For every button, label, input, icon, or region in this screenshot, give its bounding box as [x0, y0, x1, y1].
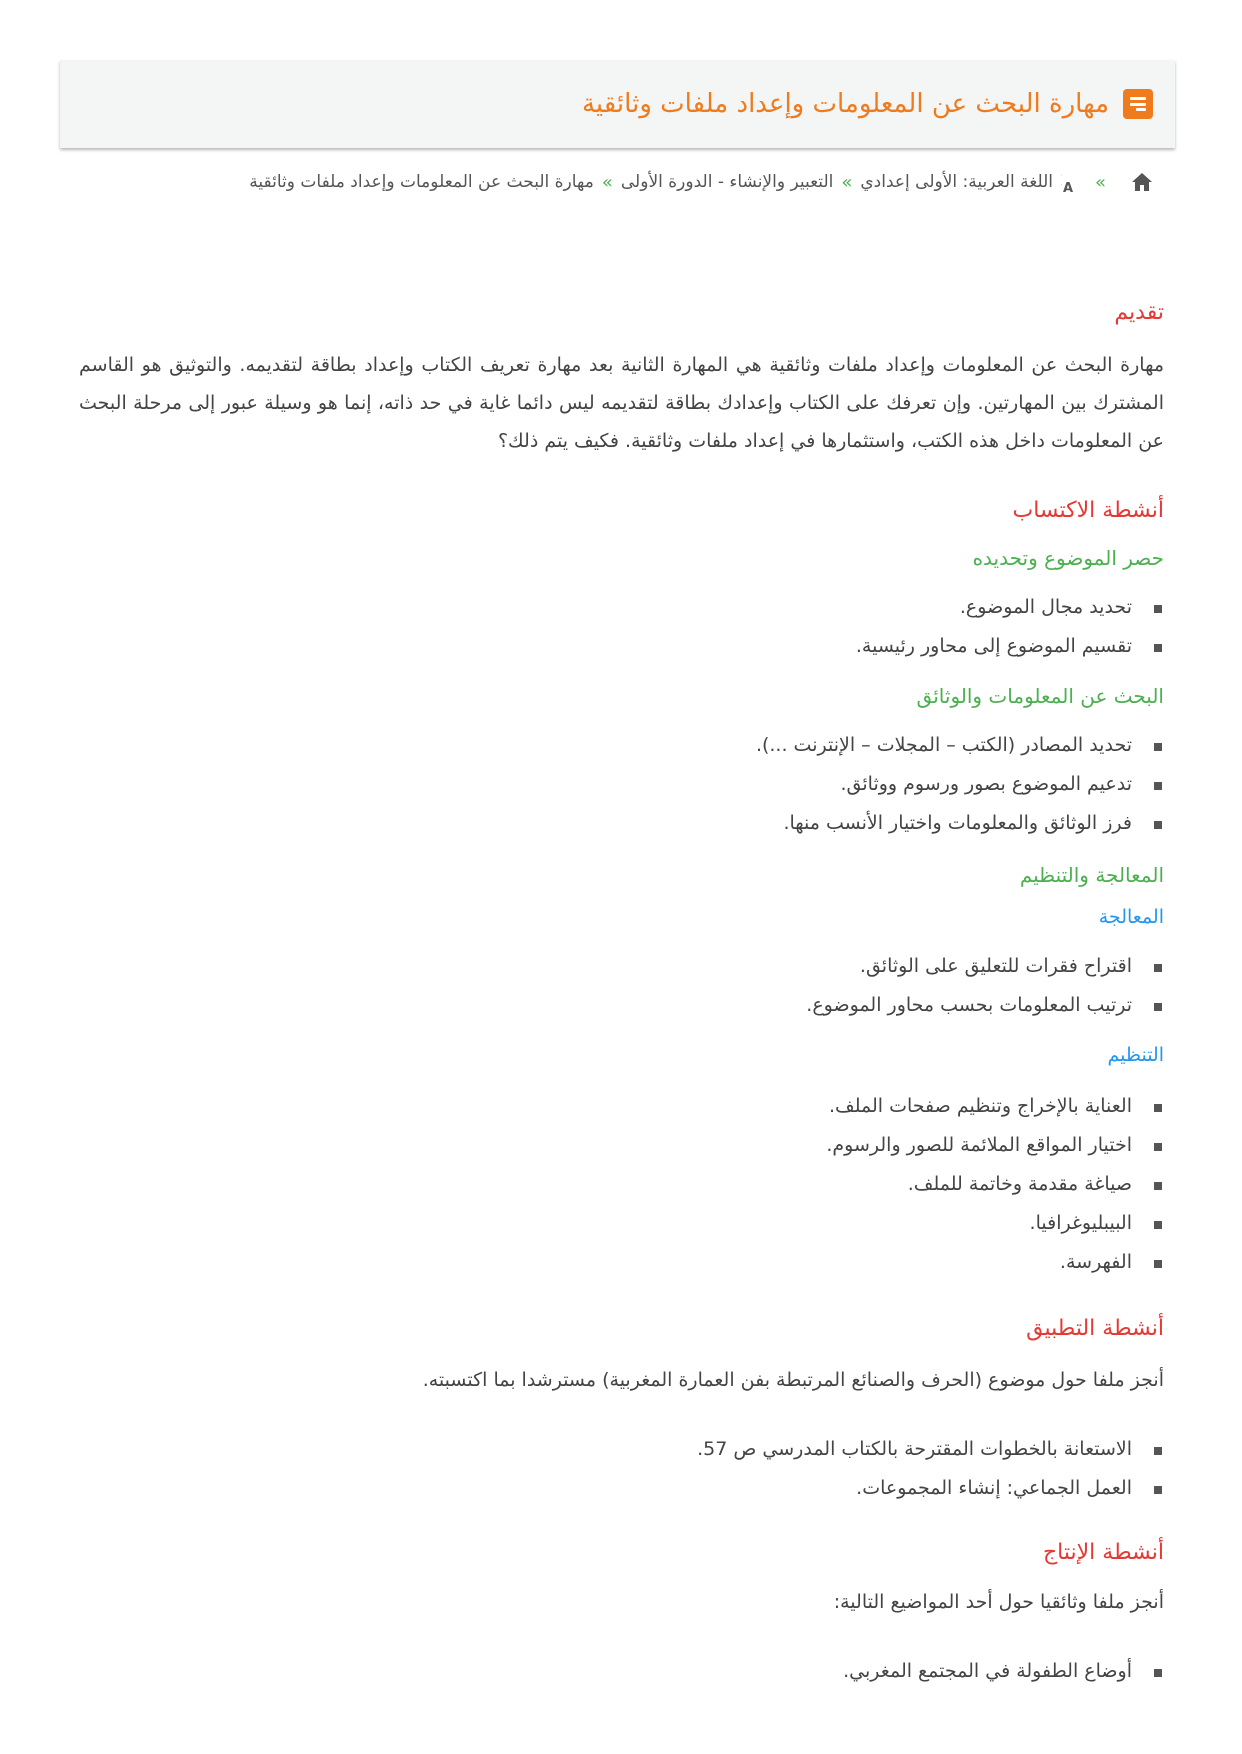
- intro-heading: تقديم: [1114, 300, 1164, 325]
- treatment-list: [806, 947, 1164, 1025]
- list-item: صياغة مقدمة وخاتمة للملف.: [826, 1165, 1164, 1204]
- list-item: اختيار المواقع الملائمة للصور والرسوم.: [826, 1126, 1164, 1165]
- application-paragraph: أنجز ملفا حول موضوع (الحرف والصنائع المرتبطة بفن العمارة المغربية) مسترشدا بما اكتسبته.: [422, 1369, 1164, 1391]
- organization-heading: التنظيم: [1107, 1044, 1164, 1066]
- production-heading: أنشطة الإنتاج: [1042, 1540, 1164, 1565]
- list-item: الفهرسة.: [826, 1243, 1164, 1282]
- application-heading: أنشطة التطبيق: [1026, 1316, 1164, 1341]
- breadcrumb: [249, 170, 1154, 194]
- list-item: العمل الجماعي: إنشاء المجموعات.: [697, 1469, 1164, 1508]
- application-list: [697, 1430, 1164, 1508]
- list-item: ترتيب المعلومات بحسب محاور الموضوع.: [806, 986, 1164, 1025]
- home-icon[interactable]: [1130, 171, 1154, 193]
- document-icon: [1123, 89, 1153, 119]
- list-item: البيبليوغرافيا.: [826, 1204, 1164, 1243]
- organization-list: [826, 1087, 1164, 1282]
- list-item: تدعيم الموضوع بصور ورسوم ووثائق.: [756, 765, 1164, 804]
- list-item: العناية بالإخراج وتنظيم صفحات الملف.: [826, 1087, 1164, 1126]
- translate-icon: [1061, 170, 1087, 194]
- page-title: مهارة البحث عن المعلومات وإعداد ملفات وثائقية: [581, 89, 1109, 119]
- list-item: اقتراح فقرات للتعليق على الوثائق.: [806, 947, 1164, 986]
- research-list: [756, 726, 1164, 843]
- acquisition-heading: أنشطة الاكتساب: [1012, 498, 1164, 523]
- production-paragraph: أنجز ملفا وثائقيا حول أحد المواضيع التالية:: [833, 1591, 1164, 1613]
- svg-text:文: [1061, 173, 1062, 188]
- list-item: أوضاع الطفولة في المجتمع المغربي.: [843, 1652, 1164, 1691]
- breadcrumb-separator: »: [1094, 171, 1106, 193]
- processing-heading: المعالجة والتنظيم: [1019, 863, 1164, 887]
- list-item: الاستعانة بالخطوات المقترحة بالكتاب المدرسي ص 57.: [697, 1430, 1164, 1469]
- title-bar: [60, 60, 1175, 148]
- treatment-heading: المعالجة: [1098, 906, 1164, 928]
- research-heading: البحث عن المعلومات والوثائق: [916, 684, 1164, 708]
- breadcrumb-item-current: مهارة البحث عن المعلومات وإعداد ملفات وثائقية: [249, 172, 594, 192]
- breadcrumb-separator: »: [841, 171, 853, 193]
- list-item: فرز الوثائق والمعلومات واختيار الأنسب منها.: [756, 804, 1164, 843]
- topic-list: [856, 588, 1164, 666]
- list-item: تحديد مجال الموضوع.: [856, 588, 1164, 627]
- breadcrumb-item-composition[interactable]: التعبير والإنشاء - الدورة الأولى: [620, 172, 834, 192]
- list-item: تحديد المصادر (الكتب – المجلات – الإنترنت ...).: [756, 726, 1164, 765]
- breadcrumb-item-arabic-first-year[interactable]: اللغة العربية: الأولى إعدادي: [860, 172, 1053, 192]
- topic-heading: حصر الموضوع وتحديده: [972, 546, 1164, 570]
- production-list: [843, 1652, 1164, 1691]
- svg-text:A: A: [1062, 181, 1073, 194]
- list-item: تقسيم الموضوع إلى محاور رئيسية.: [856, 627, 1164, 666]
- breadcrumb-separator: »: [601, 171, 613, 193]
- intro-paragraph: مهارة البحث عن المعلومات وإعداد ملفات وثائقية هي المهارة الثانية بعد مهارة تعريف الكتاب وإعداد بطاقة لتقديمه. والتوثيق هو القاسم المشترك بين المهارتين. وإن تعرفك على الكتاب وإعدادك بطاقة لتقديمه ليس دائما غاية في حد ذاته، إنما هو وسيلة عبور إلى مرحلة البحث عن المعلومات داخل هذه الكتب، واستثمارها في إعداد ملفات وثائقية. فكيف يتم ذلك؟: [79, 354, 1164, 452]
